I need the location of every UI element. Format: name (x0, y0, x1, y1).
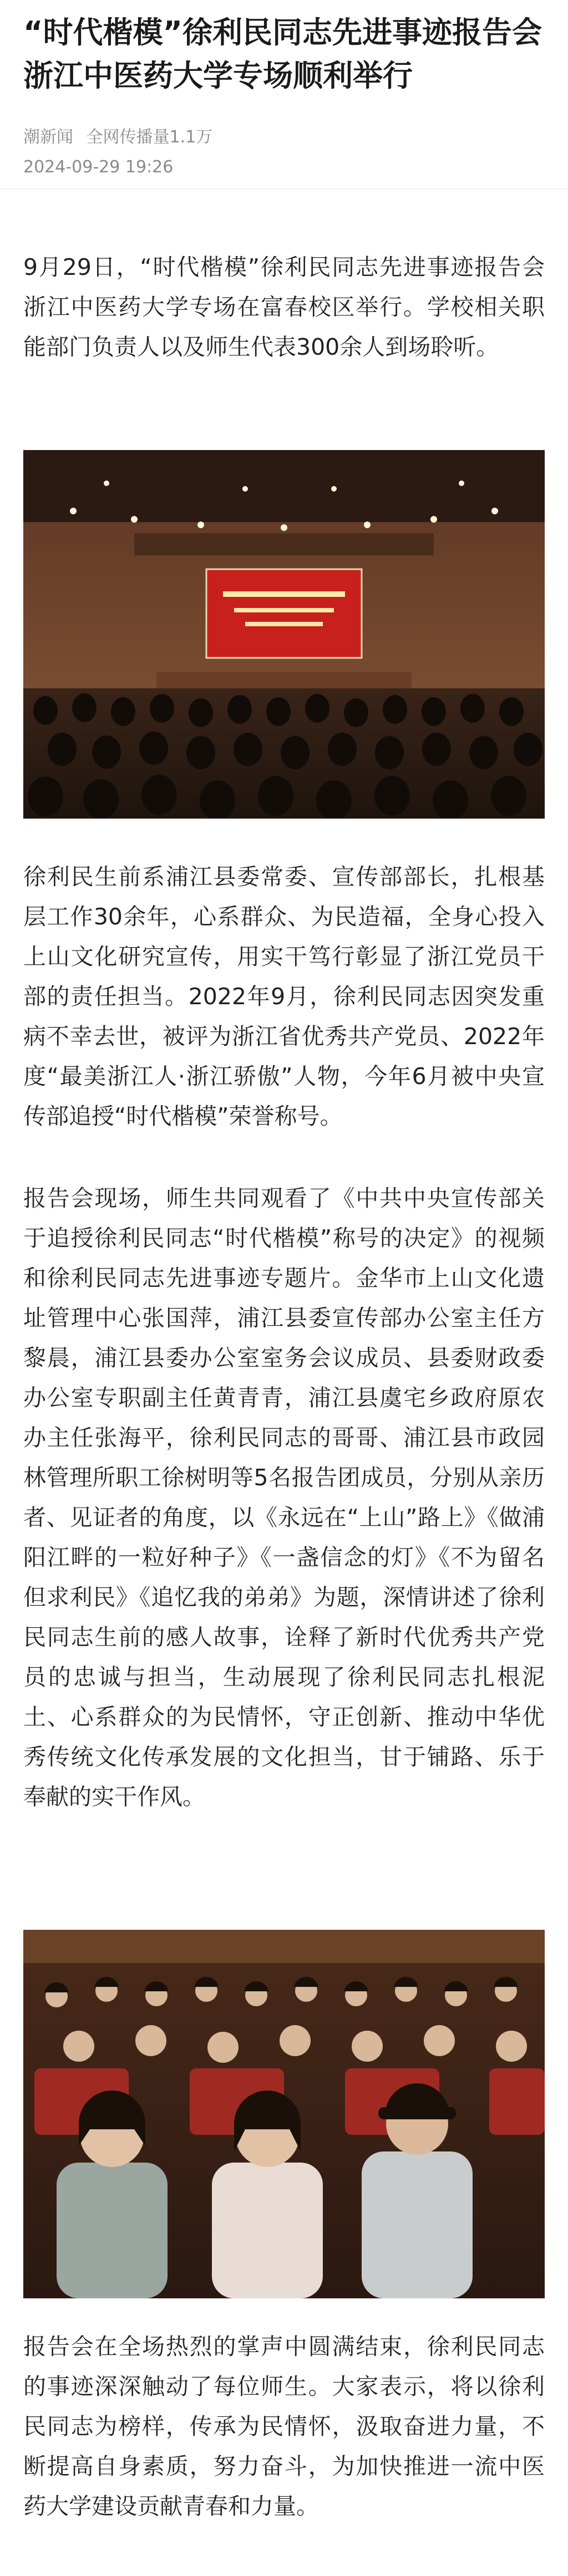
publish-date: 2024-09-29 19:26 (23, 157, 174, 177)
auditorium-stage-photo[interactable] (23, 450, 545, 819)
audience-photo[interactable] (23, 1930, 545, 2298)
article-title: “时代楷模”徐利民同志先进事迹报告会浙江中医药大学专场顺利举行 (23, 15, 542, 93)
article-meta (23, 123, 523, 147)
auditorium-stage-image (23, 450, 545, 819)
paragraph-4: 报告会在全场热烈的掌声中圆满结束，徐利民同志的事迹深深触动了每位师生。大家表示，将以徐利民同志为榜样，传承为民情怀，汲取奋进力量，不断提高自身素质，努力奋斗，为加快推进一流中医药大学建设贡献青春和力量。 (23, 2333, 545, 2519)
paragraph-3: 报告会现场，师生共同观看了《中共中央宣传部关于追授徐利民同志“时代楷模”称号的决定》的视频和徐利民同志先进事迹专题片。金华市上山文化遗址管理中心张国萍，浦江县委宣传部办公室主任方黎晨，浦江县委办公室室务会议成员、县委财政委办公室专职副主任黄青青，浦江县虞宅乡政府原农办主任张海平，徐利民同志的哥哥、浦江县市政园林管理所职工徐树明等5名报告团成员，分别从亲历者、见证者的角度，以《永远在“上山”路上》《做浦阳江畔的一粒好种子》《一盏信念的灯》《不为留名 但求利民》《追忆我的弟弟》为题，深情讲述了徐利民同志生前的感人故事，诠释了新时代优秀共产党员的忠诚与担当，生动展现了徐利民同志扎根泥土、心系群众的为民情怀，守正创新、推动中华优秀传统文化传承发展的文化担当，甘于铺路、乐于奉献的实干作风。 (23, 1185, 545, 1810)
stage-screen (206, 569, 362, 658)
header-divider (0, 188, 568, 190)
paragraph-2: 徐利民生前系浦江县委常委、宣传部部长，扎根基层工作30余年，心系群众、为民造福，全身心投入上山文化研究宣传，用实干笃行彰显了浙江党员干部的责任担当。2022年9月，徐利民同志因突发重病不幸去世，被评为浙江省优秀共产党员、2022年度“最美浙江人·浙江骄傲”人物，今年6月被中央宣传部追授“时代楷模”荣誉称号。 (23, 863, 545, 1129)
paragraph-1: 9月29日，“时代楷模”徐利民同志先进事迹报告会浙江中医药大学专场在富春校区举行。学校相关职能部门负责人以及师生代表300余人到场聆听。 (23, 254, 545, 360)
audience-image (23, 1930, 545, 2298)
source-name[interactable]: 潮新闻 (23, 127, 73, 147)
reach-count: 全网传播量1.1万 (86, 127, 213, 147)
